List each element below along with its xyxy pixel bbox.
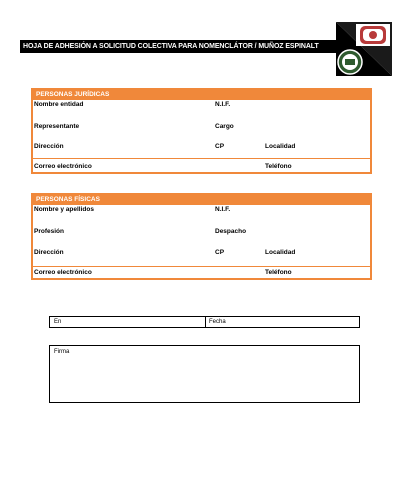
- juridicas-section: [31, 88, 372, 174]
- cp-label: CP: [215, 143, 225, 150]
- place-date-divider: [205, 317, 206, 327]
- direccion-label: Dirección: [34, 249, 64, 256]
- signature-box: [49, 345, 360, 403]
- fisicas-section: [31, 193, 372, 280]
- institution-logo: [334, 18, 394, 78]
- nif-label: N.I.F.: [215, 206, 231, 213]
- localidad-label: Localidad: [265, 249, 296, 256]
- place-date-box: [49, 316, 360, 328]
- localidad-label: Localidad: [265, 143, 296, 150]
- nif-label: N.I.F.: [215, 101, 231, 108]
- telefono-label: Teléfono: [265, 269, 292, 276]
- juridicas-heading: PERSONAS JURÍDICAS: [33, 90, 370, 100]
- en-label: En: [54, 319, 62, 325]
- correo-label: Correo electrónico: [34, 269, 92, 276]
- section-divider: [33, 266, 370, 267]
- fecha-label: Fecha: [209, 319, 226, 325]
- nombre-apellidos-label: Nombre y apellidos: [34, 206, 94, 213]
- profesion-label: Profesión: [34, 228, 64, 235]
- section-divider: [33, 158, 370, 159]
- firma-label: Firma: [54, 349, 70, 355]
- representante-label: Representante: [34, 123, 80, 130]
- nombre-entidad-label: Nombre entidad: [34, 101, 84, 108]
- fisicas-heading: PERSONAS FÍSICAS: [33, 195, 370, 205]
- cp-label: CP: [215, 249, 225, 256]
- direccion-label: Dirección: [34, 143, 64, 150]
- telefono-label: Teléfono: [265, 163, 292, 170]
- cargo-label: Cargo: [215, 123, 234, 130]
- correo-label: Correo electrónico: [34, 163, 92, 170]
- institution-seal-icon: [334, 18, 394, 78]
- despacho-label: Despacho: [215, 228, 247, 235]
- document-title: HOJA DE ADHESIÓN A SOLICITUD COLECTIVA PARA NOMENCLÁTOR / MUÑOZ ESPINALT: [20, 40, 342, 53]
